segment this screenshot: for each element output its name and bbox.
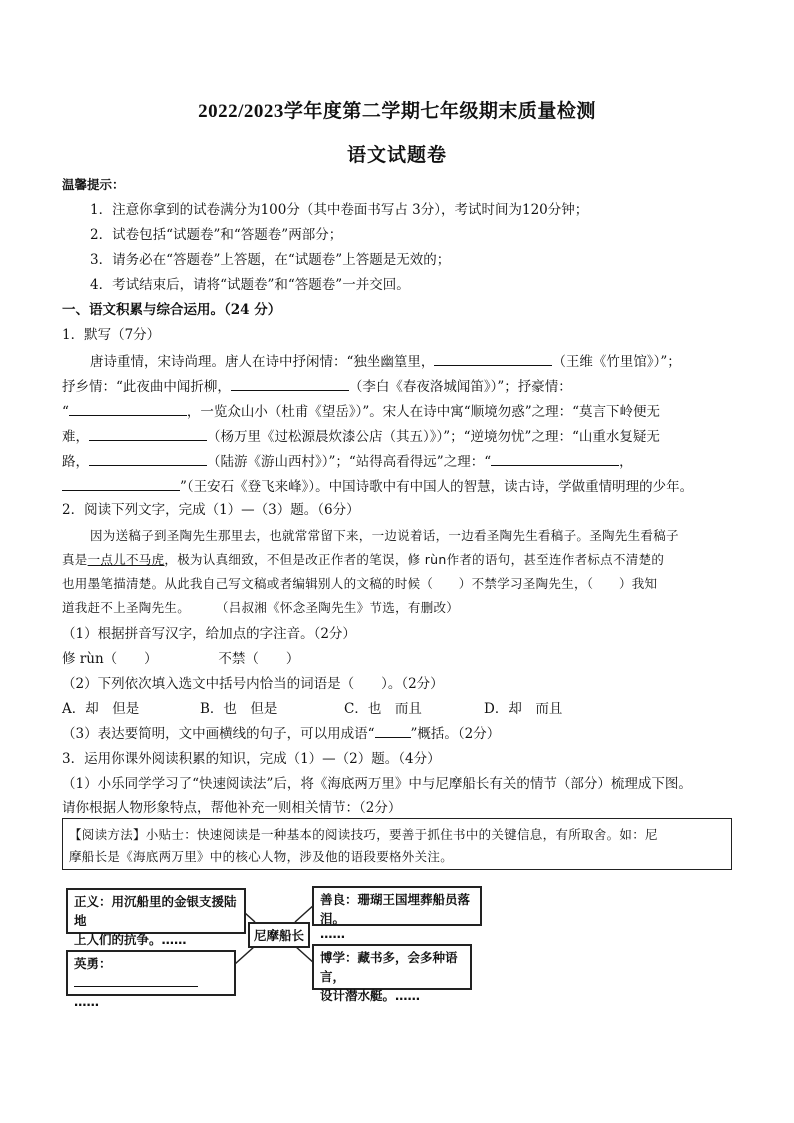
q1-label: 1．默写（7分） [62, 327, 161, 343]
reading-tip-line-2: 摩船长是《海底两万里》中的核心人物，涉及他的语段要格外关注。 [69, 849, 454, 864]
q2-option-c[interactable]: C．也 而且 [344, 701, 422, 717]
q2-passage-text: 真是 [62, 552, 88, 567]
q2-passage-line-4: 道我赶不上圣陶先生。 （吕叔湘《怀念圣陶先生》节选，有删改） [62, 600, 460, 615]
q2-sub-3-text: ”概括。（2分） [410, 726, 501, 742]
q2-passage-text: ，极为认真细致，不但是改正作者的笔误，修 rùn作者的语句，甚至连作者标点不清楚的 [164, 552, 665, 567]
underlined-sentence: 一点儿不马虎 [87, 552, 165, 567]
q1-text: 抒乡情：“此夜曲中闻折柳， [62, 379, 231, 395]
trait-box-kindness [312, 886, 482, 941]
q2-passage-line-2 [62, 551, 664, 569]
trait-text: 正义：用沉船里的金银支援陆地 [74, 894, 237, 928]
answer-blank[interactable] [62, 476, 180, 491]
captain-nemo-mind-map [60, 882, 500, 1009]
q1-text: 唐诗重情，宋诗尚理。唐人在诗中抒闲情：“独坐幽篁里， [90, 354, 435, 370]
q2-passage-line-1: 因为送稿子到圣陶先生那里去，也就常常留下来，一边说着话，一边看圣陶先生看稿子。圣陶先生看稿子 [90, 528, 679, 543]
trait-text: 英勇： [74, 956, 112, 971]
trait-text: 设计潜水艇。…… [320, 988, 421, 1003]
q1-text: （陆游《游山西村》）”；“站得高看得远”之理：“ [207, 454, 492, 470]
q1-text: ，一览众山小（杜甫《望岳》）”。宋人在诗中寓“顺境勿惑”之理：“莫言下岭便无 [186, 404, 661, 420]
trait-box-learned [312, 944, 472, 1003]
connector-line [235, 946, 255, 964]
q2-sub-1: （1）根据拼音写汉字，给加点的字注音。（2分） [62, 626, 356, 642]
notice-item-3: 3．请务必在“答题卷”上答题，在“试题卷”上答题是无效的； [90, 252, 451, 268]
answer-blank[interactable] [74, 974, 198, 987]
q2-option-a[interactable]: A．却 但是 [62, 701, 140, 717]
q1-line-3 [62, 401, 660, 421]
q1-line-5 [62, 451, 633, 471]
q2-option-d[interactable]: D．却 而且 [484, 701, 563, 717]
trait-text: 博学：藏书多，会多种语言， [320, 950, 458, 984]
q2-passage-line-3: 也用墨笔描清楚。从此我自己写文稿或者编辑别人的文稿的时候（ ）不禁学习圣陶先生，（ ）我知 [62, 576, 658, 591]
q2-sub-3-text: （3）表达要简明，文中画横线的句子，可以用成语“ [62, 726, 375, 742]
answer-blank[interactable] [89, 426, 207, 441]
notice-item-4: 4．考试结束后，请将“试题卷”和“答题卷”一并交回。 [90, 277, 410, 293]
trait-box-bravery [66, 950, 236, 1009]
notice-item-2: 2．试卷包括“试题卷”和“答题卷”两部分； [90, 227, 343, 243]
answer-blank[interactable] [69, 401, 187, 416]
q1-text: “ [62, 404, 69, 420]
section-1-heading: 一、语文积累与综合运用。（24 分） [62, 302, 282, 318]
q2-label: 2．阅读下列文字，完成（1）—（3）题。（6分） [62, 502, 360, 518]
q2-sub-3 [62, 725, 500, 743]
q1-line-6 [62, 476, 693, 496]
trait-text: …… [320, 926, 345, 941]
trait-text: 上人们的抗争。…… [74, 932, 187, 947]
answer-blank[interactable] [231, 376, 349, 391]
notice-heading: 温馨提示： [62, 177, 125, 192]
q1-text: 路， [62, 454, 89, 470]
reading-tip-box [62, 818, 732, 870]
exam-title: 2022/2023学年度第二学期七年级期末质量检测 [198, 101, 596, 122]
trait-text: …… [74, 994, 99, 1009]
q2-sub-2: （2）下列依次填入选文中括号内恰当的词语是（ ）。（2分） [62, 676, 444, 692]
q2-option-b[interactable]: B．也 但是 [200, 701, 278, 717]
q1-text: （王维《竹里馆》）”； [552, 354, 681, 370]
q1-line-4 [62, 426, 660, 446]
trait-text: 善良：珊瑚王国埋葬船员落泪。 [320, 892, 471, 926]
q1-line-2 [62, 376, 572, 396]
q3-sub-1-instruction: 请你根据人物形象特点，帮他补充一则相关情节：（2分） [62, 800, 402, 816]
q1-line-1 [90, 351, 681, 371]
answer-blank[interactable] [491, 451, 619, 466]
q1-text: （杨万里《过松源晨炊漆公店（其五）》）”；“逆境勿忧”之理：“山重水复疑无 [207, 429, 660, 445]
q1-text: ， [619, 454, 633, 470]
answer-blank[interactable] [375, 725, 411, 738]
q2-sub-1-answers: 修 rùn（ ） 不禁（ ） [62, 651, 300, 667]
exam-subtitle: 语文试题卷 [346, 145, 447, 166]
notice-item-1: 1．注意你拿到的试卷满分为100分（其中卷面书写占 3分），考试时间为120分钟； [90, 202, 589, 218]
q1-text: ”（王安石《登飞来峰》）。中国诗歌中有中国人的智慧，读古诗，学做重情明理的少年。 [180, 479, 694, 495]
reading-tip-line-1: 【阅读方法】小贴士：快速阅读是一种基本的阅读技巧，要善于抓住书中的关键信息，有所取舍。如：尼 [69, 827, 658, 842]
center-node-captain-nemo: 尼摩船长 [248, 922, 310, 948]
q3-label: 3．运用你课外阅读积累的知识，完成（1）—（2）题。（4分） [62, 751, 441, 767]
answer-blank[interactable] [434, 351, 552, 366]
q3-sub-1: （1）小乐同学学习了“快速阅读法”后，将《海底两万里》中与尼摩船长有关的情节（部分）梳理成下图。 [62, 776, 692, 792]
q1-text: （李白《春夜洛城闻笛》）”；抒豪情： [348, 379, 572, 395]
q1-text: 难， [62, 429, 89, 445]
trait-box-justice [66, 888, 246, 947]
answer-blank[interactable] [89, 451, 207, 466]
